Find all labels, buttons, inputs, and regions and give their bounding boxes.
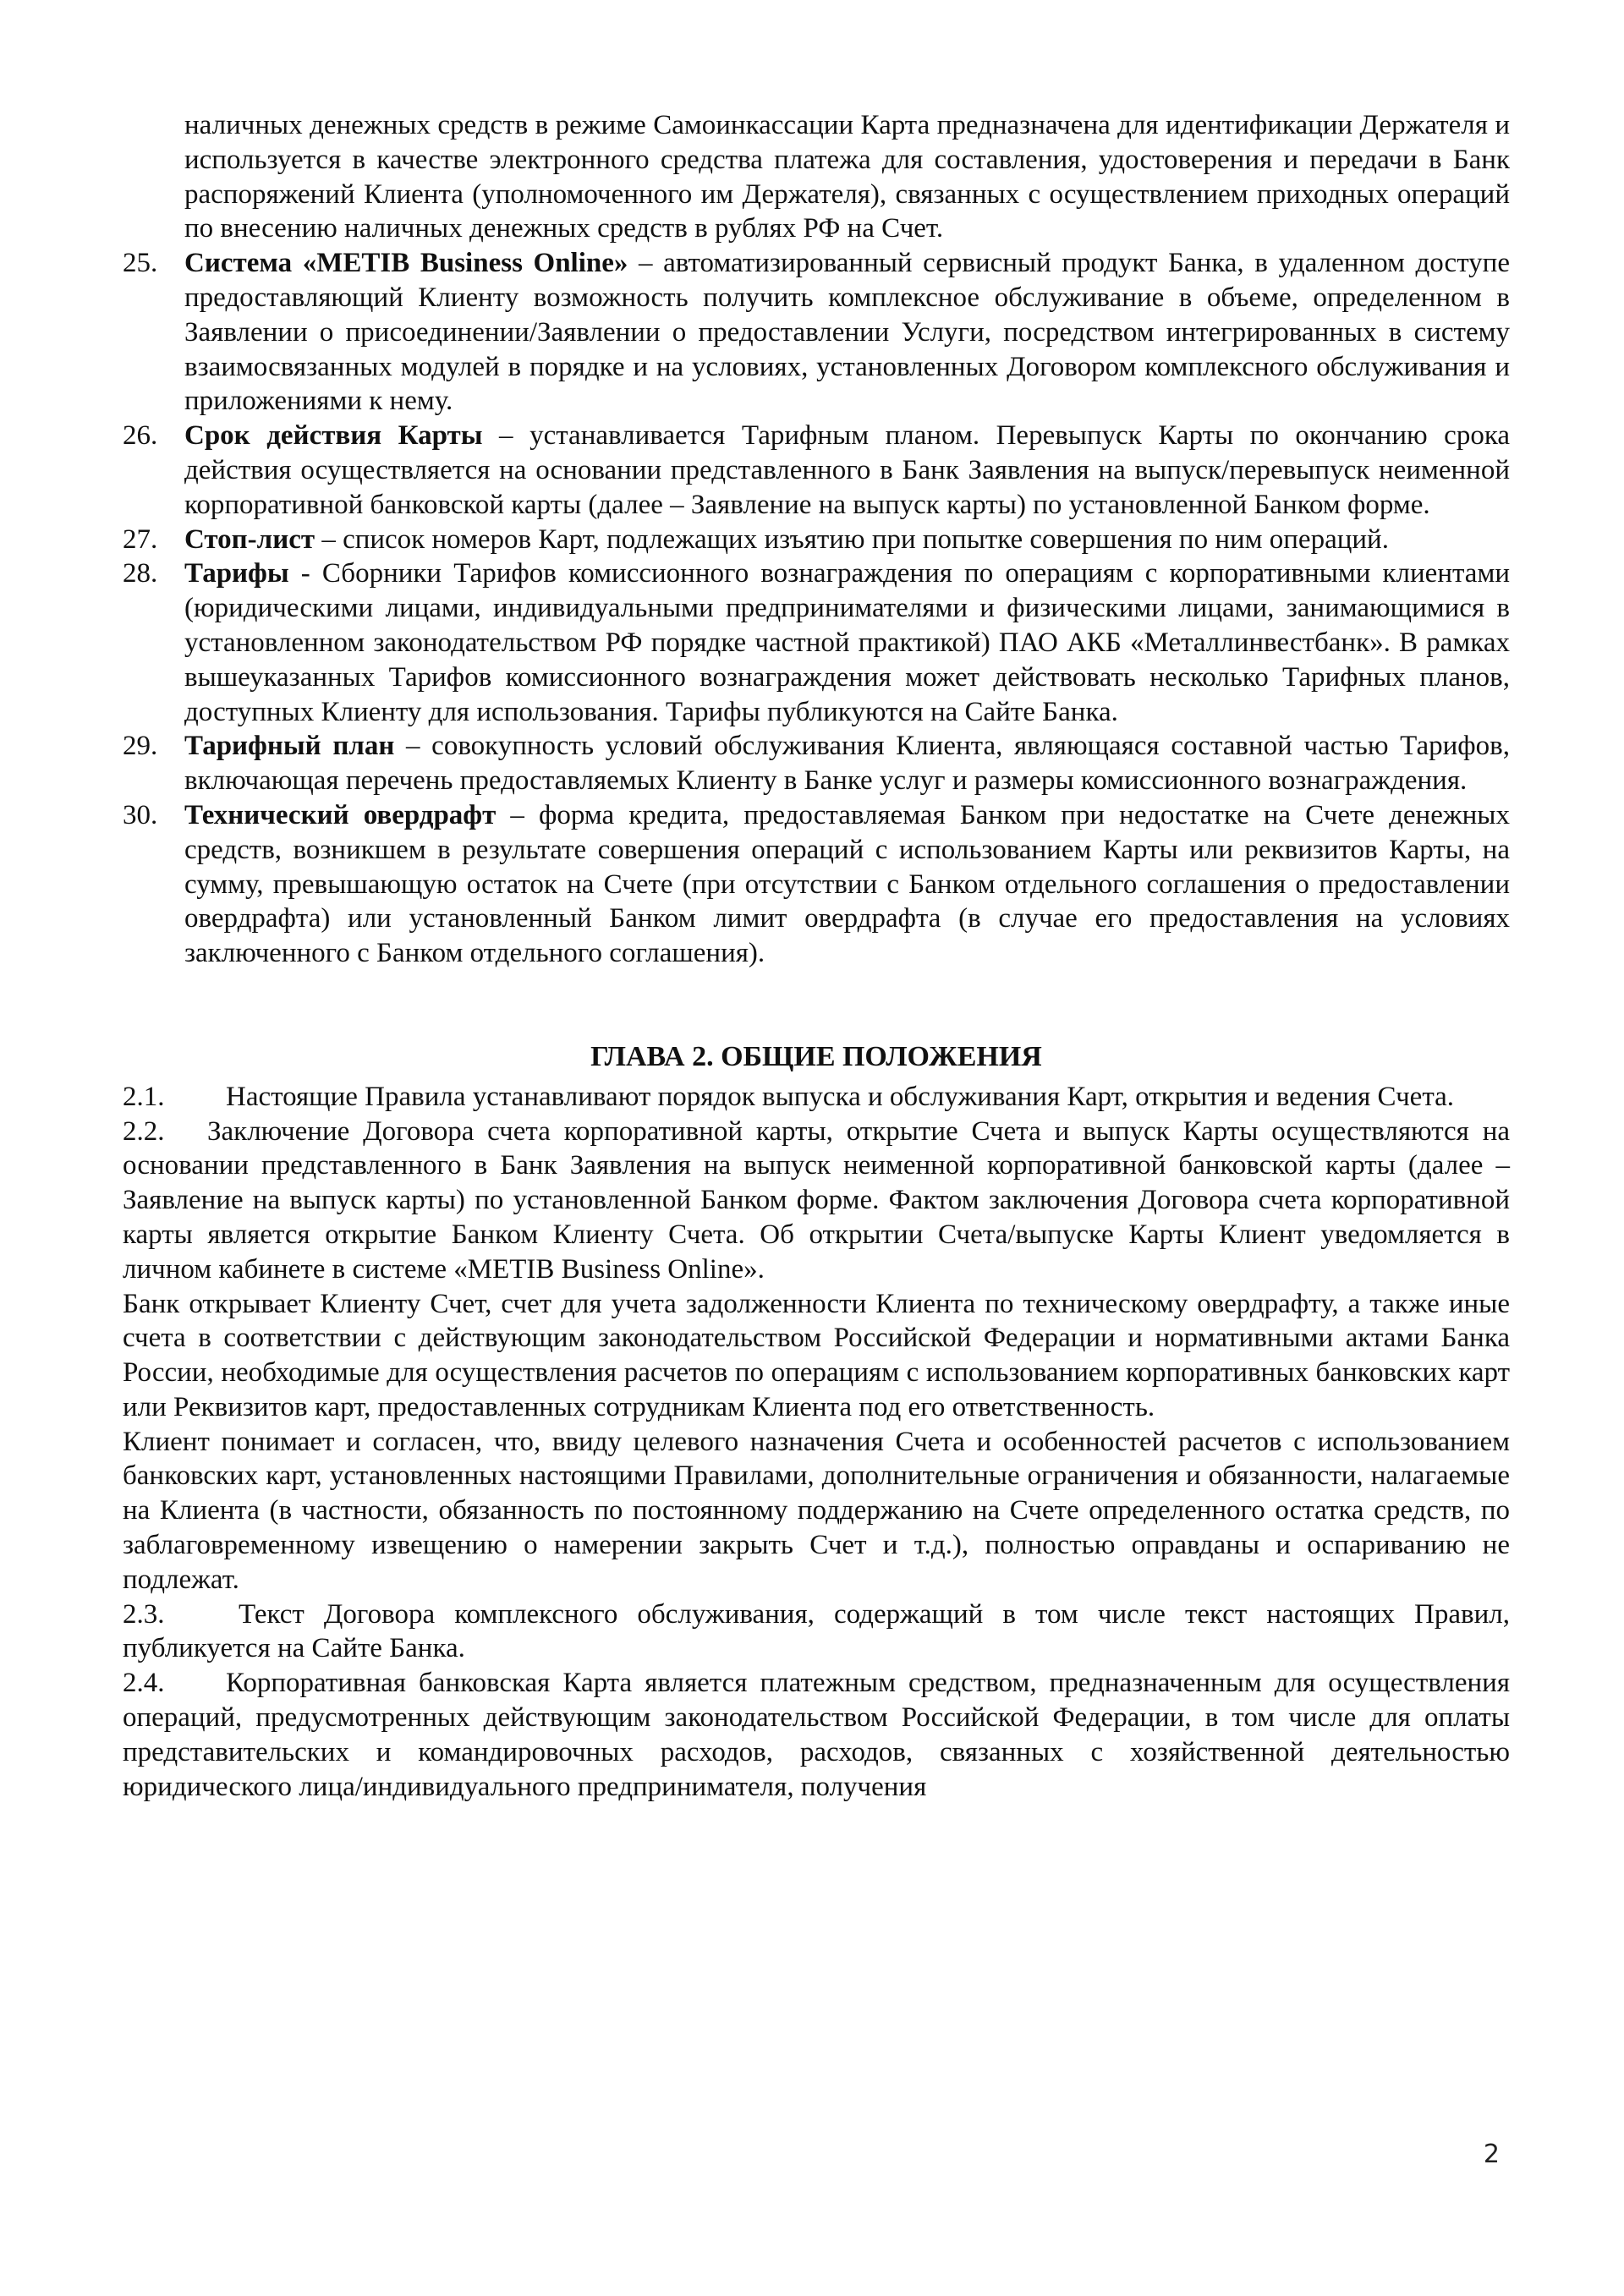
definition-body bbox=[184, 729, 1510, 798]
paragraph-client-agreement: Клиент понимает и согласен, что, ввиду целевого назначения Счета и особенностей расчетов с использованием банковских карт, установленных настоящими Правилами, дополнительные ограничения и обязанности, налагаемые на Клиента (в частности, обязанность по постоянному поддержанию на Счете определенного остатка средств, по заблаговременному извещению о намерении закрыть Счет и т.д.), полностью оправданы и оспариванию не подлежат. bbox=[123, 1426, 1510, 1595]
paragraph-number: 2.2. bbox=[123, 1115, 165, 1147]
definition-text: – совокупность условий обслуживания Клиента, являющаяся составной частью Тарифов, включающая перечень предоставляемых Клиенту в Банке услуг и размеры комиссионного вознаграждения. bbox=[184, 731, 1510, 797]
definition-number: 29. bbox=[123, 731, 158, 762]
definition-term: Система «METIB Business Online» bbox=[184, 248, 628, 279]
page-number: 2 bbox=[1483, 2140, 1500, 2169]
continued-definition-text: наличных денежных средств в режиме Самоинкассации Карта предназначена для идентификации Держателя и используется в качестве электронного средства платежа для составления, удостоверения и передачи в Банк распоряжений Клиента (уполномоченного им Держателя), связанных с осуществлением приходных операций по внесению наличных денежных средств в рублях РФ на Счет. bbox=[184, 110, 1510, 244]
paragraph-2-2 bbox=[123, 1115, 1510, 1287]
definition-item-28 bbox=[123, 556, 1510, 729]
paragraph-text: Корпоративная банковская Карта является платежным средством, предназначенным для осуществления операций, предусмотренных действующим законодательством Российской Федерации, в том числе для оплаты представительских и командировочных расходов, расходов, связанных с хозяйственной деятельностью юридического лица/индивидуального предпринимателя, получения bbox=[123, 1668, 1510, 1802]
paragraph-2-3 bbox=[123, 1597, 1510, 1667]
definition-text: - Сборники Тарифов комиссионного вознаграждения по операциям с корпоративными клиентами (юридическими лицами, индивидуальными предпринимателями и физическими лицами, занимающимися в установленном законодательством РФ порядке частной практикой) ПАО АКБ «Металлинвестбанк». В рамках вышеуказанных Тарифов комиссионного вознаграждения может действовать несколько Тарифных планов, доступных Клиенту для использования. Тарифы публикуются на Сайте Банка. bbox=[184, 558, 1510, 727]
definition-body bbox=[184, 419, 1510, 522]
paragraph-bank-accounts: Банк открывает Клиенту Счет, счет для учета задолженности Клиента по техническому овердрафту, а также иные счета в соответствии с действующим законодательством Российской Федерации и нормативными актами Банка России, необходимые для осуществления расчетов по операциям с использованием корпоративных банковских карт или Реквизитов карт, предоставленных сотрудникам Клиента под его ответственность. bbox=[123, 1288, 1510, 1422]
paragraph-text: Текст Договора комплексного обслуживания, содержащий в том числе текст настоящих Правил, публикуется на Сайте Банка. bbox=[123, 1598, 1510, 1664]
paragraph-number: 2.1. bbox=[123, 1081, 165, 1112]
paragraph-text: Заключение Договора счета корпоративной карты, открытие Счета и выпуск Карты осуществляются на основании представленного в Банк Заявления на выпуск неименной корпоративной банковской карты (далее – Заявление на выпуск карты) по установленной Банком форме. Фактом заключения Договора счета корпоративной карты является открытие Банком Клиенту Счета. Об открытии Счета/выпуске Карты Клиент уведомляется в личном кабинете в системе «METIB Business Online». bbox=[123, 1115, 1510, 1285]
definition-item-25 bbox=[123, 246, 1510, 419]
paragraph-number: 2.3. bbox=[123, 1598, 165, 1630]
definition-number: 26. bbox=[123, 420, 158, 452]
definition-term: Технический овердрафт bbox=[184, 799, 497, 830]
definition-body bbox=[184, 556, 1510, 729]
definition-body bbox=[184, 246, 1510, 419]
document-body bbox=[123, 108, 1510, 1804]
definition-term: Стоп-лист bbox=[184, 523, 315, 555]
definition-item-27 bbox=[123, 523, 1510, 557]
definition-term: Срок действия Карты bbox=[184, 420, 483, 452]
definition-term: Тарифы bbox=[184, 558, 289, 589]
definition-item-30 bbox=[123, 798, 1510, 971]
definition-number: 30. bbox=[123, 799, 158, 830]
chapter-title: ГЛАВА 2. ОБЩИЕ ПОЛОЖЕНИЯ bbox=[590, 1040, 1042, 1072]
paragraph-2-1 bbox=[123, 1080, 1510, 1115]
definition-term: Тарифный план bbox=[184, 731, 395, 762]
definition-number: 25. bbox=[123, 248, 158, 279]
definition-body bbox=[184, 798, 1510, 971]
definition-text: – устанавливается Тарифным планом. Перевыпуск Карты по окончанию срока действия осуществляется на основании представленного в Банк Заявления на выпуск/перевыпуск неименной корпоративной банковской карты (далее – Заявление на выпуск карты) по установленной Банком форме. bbox=[184, 420, 1511, 520]
definition-number: 28. bbox=[123, 558, 158, 589]
paragraph-text: Настоящие Правила устанавливают порядок выпуска и обслуживания Карт, открытия и ведения Счета. bbox=[226, 1081, 1455, 1112]
definition-item-29 bbox=[123, 729, 1510, 798]
definition-item-26 bbox=[123, 419, 1510, 522]
definition-body bbox=[184, 523, 1510, 557]
definition-text: – автоматизированный сервисный продукт Банка, в удаленном доступе предоставляющий Клиенту возможность получить комплексное обслуживание в объеме, определенном в Заявлении о присоединении/Заявлении о предоставлении Услуги, посредством интегрированных в систему взаимосвязанных модулей в порядке и на условиях, установленных Договором комплексного обслуживания и приложениями к нему. bbox=[184, 248, 1510, 417]
definition-text: – список номеров Карт, подлежащих изъятию при попытке совершения по ним операций. bbox=[315, 523, 1389, 555]
paragraph-number: 2.4. bbox=[123, 1668, 165, 1699]
paragraph-2-4 bbox=[123, 1666, 1510, 1804]
definition-text: – форма кредита, предоставляемая Банком при недостатке на Счете денежных средств, возникшем в результате совершения операций с использованием Карты или реквизитов Карты, на сумму, превышающую остаток на Счете (при отсутствии с Банком отдельного соглашения о предоставлении овердрафта) или установленный Банком лимит овердрафта (в случае его предоставления на условиях заключенного с Банком отдельного соглашения). bbox=[184, 799, 1510, 969]
definition-number: 27. bbox=[123, 523, 158, 555]
